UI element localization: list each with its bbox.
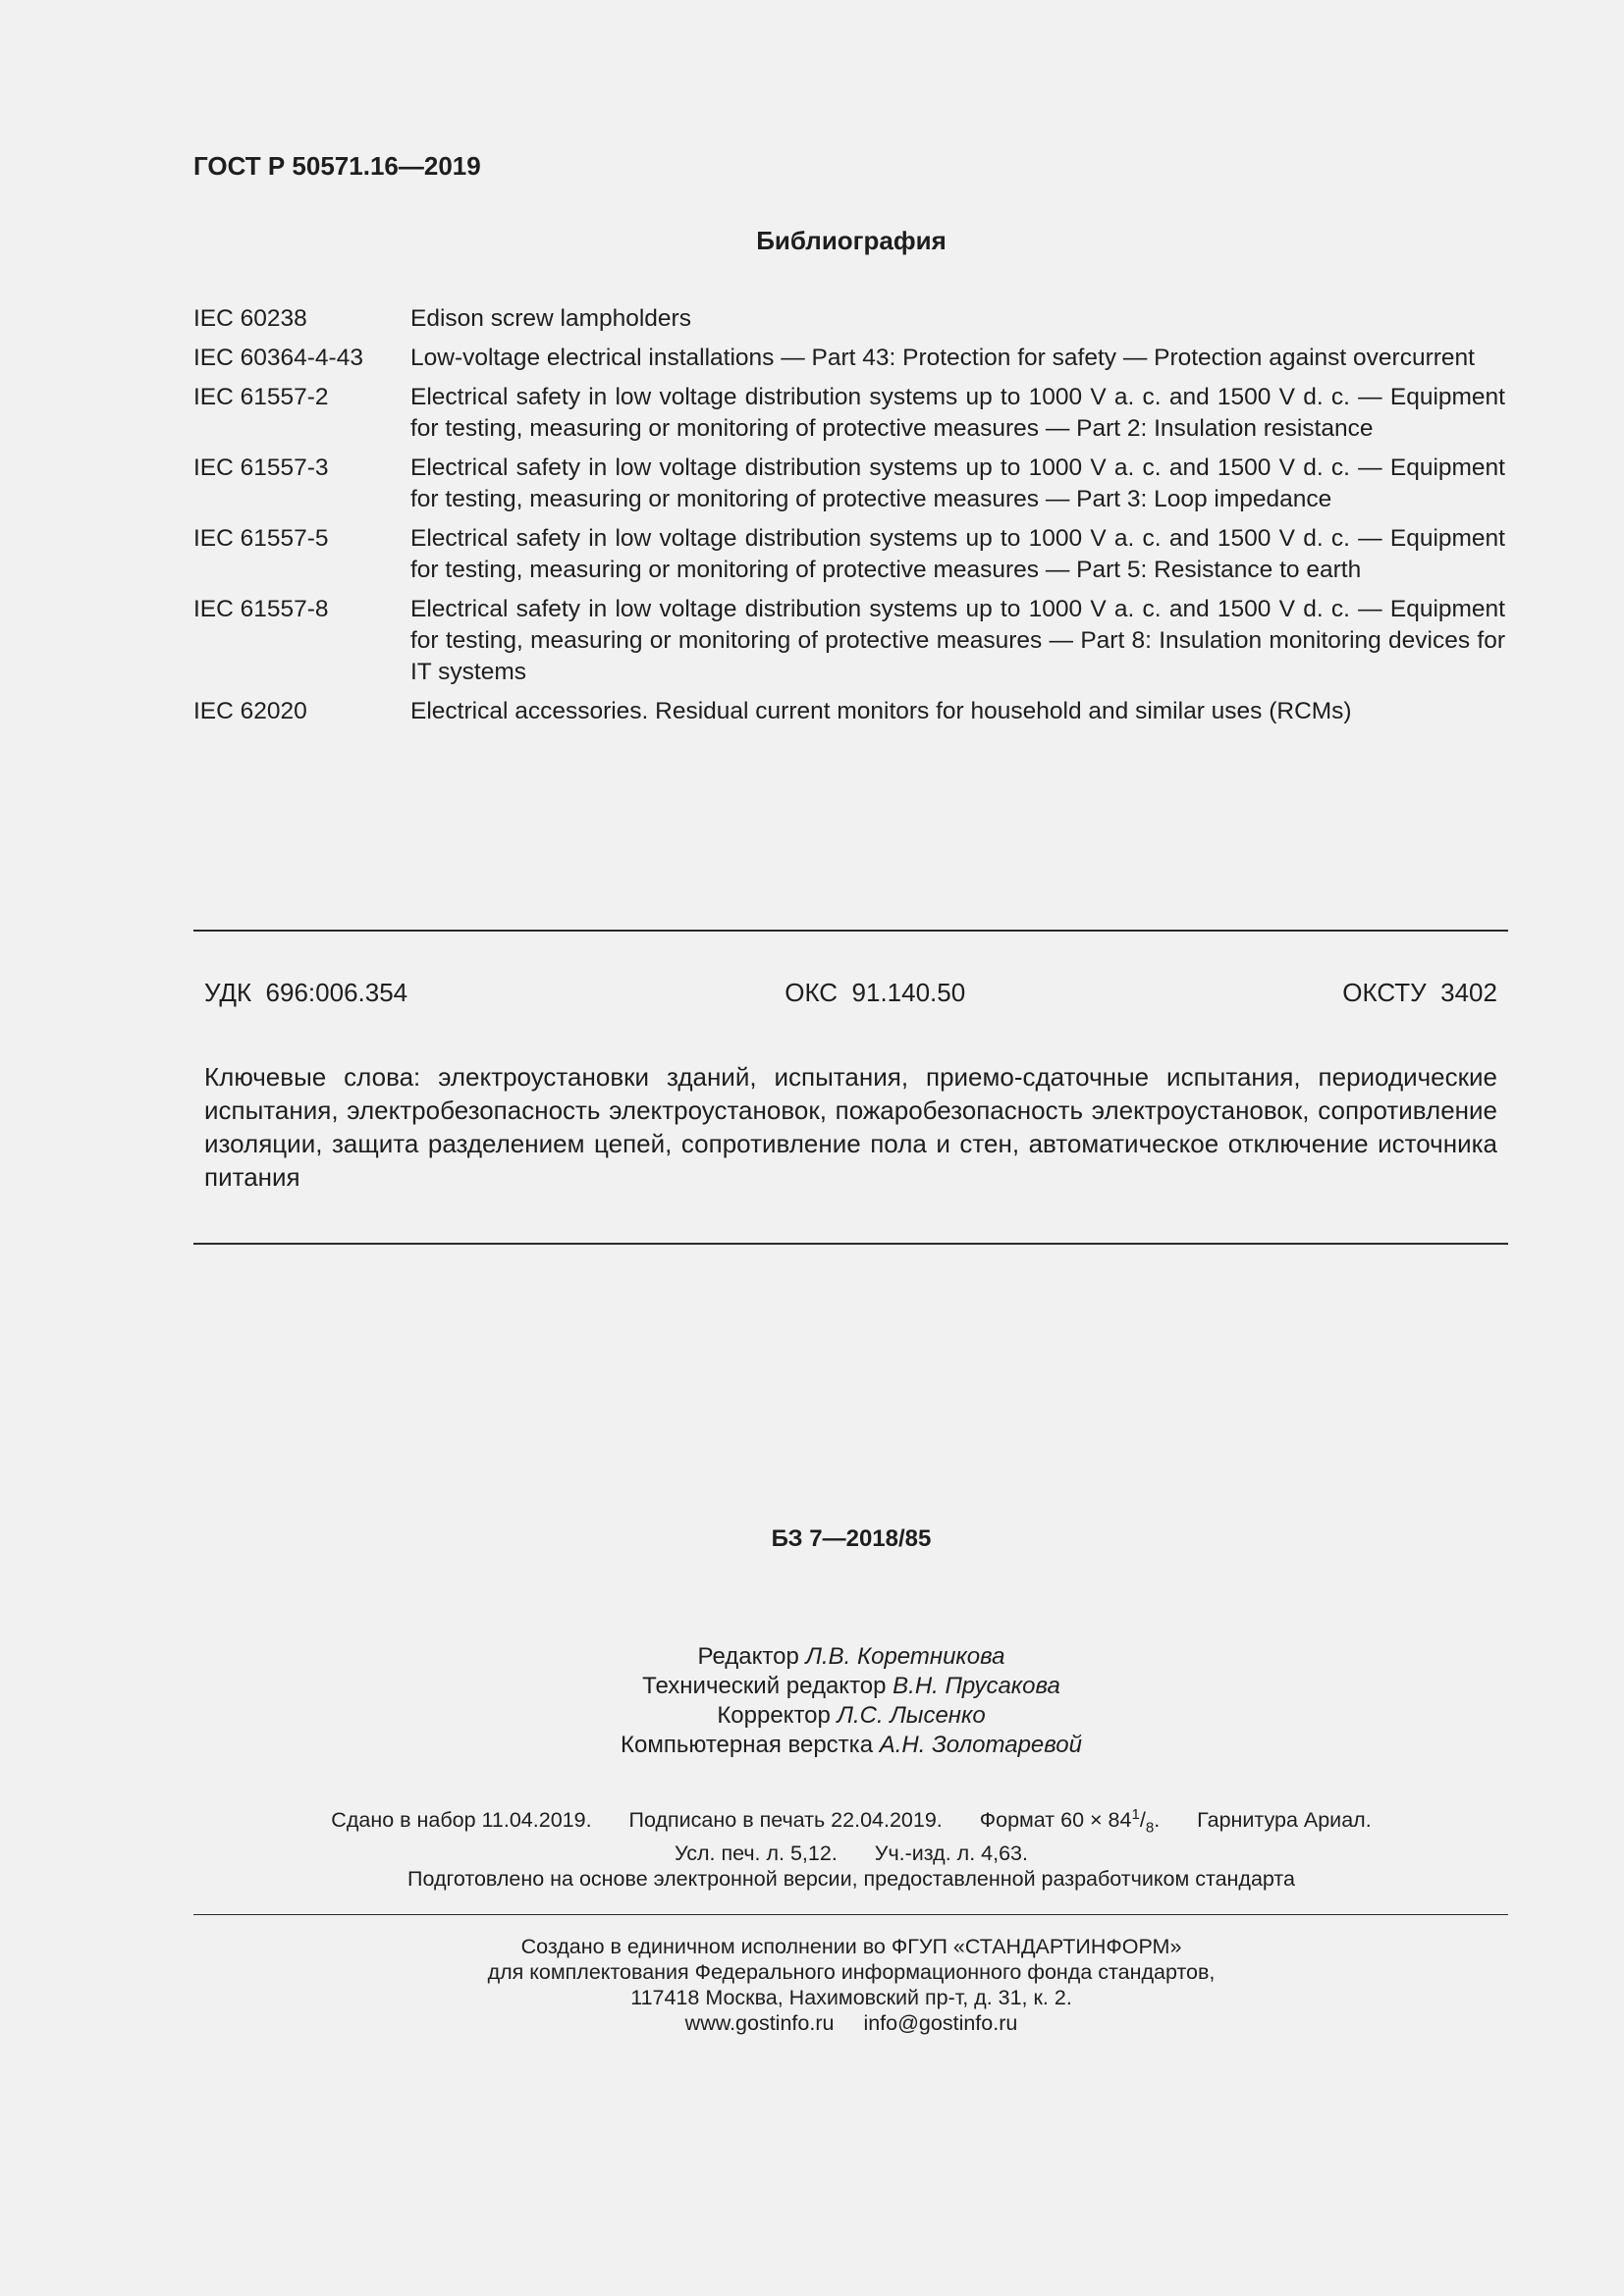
credit-line <box>0 1731 1624 1760</box>
creator-contacts <box>0 2010 1624 2036</box>
bibliography-ref: IEC 60238 <box>193 305 307 332</box>
email-link[interactable]: info@gostinfo.ru <box>863 2011 1018 2035</box>
bibliography-ref: IEC 61557-3 <box>193 454 329 481</box>
bibliography-title: Библиография <box>756 226 947 255</box>
bibliography-ref: IEC 61557-8 <box>193 596 329 622</box>
format-prefix: Формат 60 × 84 <box>979 1808 1132 1833</box>
bibliography-entry-title: Electrical safety in low voltage distribution systems up to 1000 V a. c. and 1500 V d. c. — Equipment for testing, measuring or monitoring of protective measures — Part 5: Resistance to earth <box>410 525 1505 583</box>
bibliography-entry <box>193 382 1505 445</box>
credit-person: Л.В. Коретникова <box>805 1643 1005 1670</box>
format: Формат $60 \times 84^1/_8$. <box>979 1806 1161 1837</box>
okstu-code: ОКСТУ 3402 <box>1342 978 1497 1007</box>
credit-person: Л.С. Лысенко <box>837 1702 986 1729</box>
print-sheets: Усл. печ. л. 5,12. <box>674 1842 838 1866</box>
bz-number: БЗ 7—2018/85 <box>771 1525 932 1552</box>
bibliography-ref: IEC 61557-5 <box>193 525 329 552</box>
bibliography-ref: IEC 62020 <box>193 698 307 724</box>
bibliography-entry-title: Electrical safety in low voltage distribution systems up to 1000 V a. c. and 1500 V d. c. — Equipment for testing, measuring or monitoring of protective measures — Part 3: Loop impedance <box>410 454 1505 512</box>
publisher-sheets: Уч.-изд. л. 4,63. <box>874 1842 1028 1866</box>
bibliography-entry-title: Low-voltage electrical installations — Part 43: Protection for safety — Protection against overcurrent <box>410 345 1475 371</box>
bibliography-list <box>193 303 1505 735</box>
bibliography-entry-title: Electrical accessories. Residual current monitors for household and similar uses (RCMs) <box>410 698 1352 724</box>
bibliography-entry <box>193 594 1505 688</box>
publication-line-2 <box>0 1841 1624 1866</box>
prepared-note: Подготовлено на основе электронной версии, предоставленной разработчиком стандарта <box>407 1867 1295 1892</box>
divider-footer <box>193 1914 1508 1915</box>
website-link[interactable]: www.gostinfo.ru <box>684 2011 835 2035</box>
document-code: ГОСТ Р 50571.16—2019 <box>193 151 481 181</box>
format-suffix: . <box>1154 1808 1161 1833</box>
format-denominator: 8 <box>1145 1819 1155 1837</box>
credits <box>0 1642 1624 1760</box>
publication-info <box>0 1802 1624 1892</box>
signed-date: Подписано в печать 22.04.2019. <box>628 1808 943 1833</box>
format-numerator: 1 <box>1131 1806 1140 1823</box>
publication-line-1 <box>0 1802 1624 1841</box>
creator-line-1: Создано в единичном исполнении во ФГУП «СТАНДАРТИНФОРМ» <box>520 1935 1182 1958</box>
credit-person: В.Н. Прусакова <box>893 1673 1060 1699</box>
credit-role: Технический редактор <box>642 1673 887 1699</box>
submitted-date: Сдано в набор 11.04.2019. <box>331 1808 592 1833</box>
credit-line <box>0 1701 1624 1731</box>
bibliography-entry-title: Electrical safety in low voltage distribution systems up to 1000 V a. c. and 1500 V d. c. — Equipment for testing, measuring or monitoring of protective measures — Part 2: Insulation resistance <box>410 384 1505 442</box>
creator-info <box>0 1934 1624 2036</box>
credit-role: Редактор <box>697 1643 799 1670</box>
credit-line <box>0 1642 1624 1672</box>
credit-role: Корректор <box>717 1702 831 1729</box>
bibliography-entry-title: Electrical safety in low voltage distribution systems up to 1000 V a. c. and 1500 V d. c. — Equipment for testing, measuring or monitoring of protective measures — Part 8: Insulation monitoring devices for IT systems <box>410 596 1505 685</box>
bibliography-entry <box>193 453 1505 515</box>
bibliography-entry <box>193 303 1505 335</box>
typeface: Гарнитура Ариал. <box>1197 1808 1372 1833</box>
credit-role: Компьютерная верстка <box>621 1732 874 1758</box>
divider-bottom <box>193 1243 1508 1245</box>
credit-person: А.Н. Золотаревой <box>879 1732 1082 1758</box>
creator-line-2: для комплектования Федерального информационного фонда стандартов, <box>487 1960 1216 1984</box>
oks-code: ОКС 91.140.50 <box>785 978 966 1007</box>
bibliography-entry-title: Edison screw lampholders <box>410 305 691 332</box>
bibliography-entry <box>193 343 1505 374</box>
credit-line <box>0 1672 1624 1701</box>
creator-address: 117418 Москва, Нахимовский пр-т, д. 31, к. 2. <box>630 1986 1072 2009</box>
bibliography-ref: IEC 60364-4-43 <box>193 345 363 371</box>
divider-top <box>193 930 1508 932</box>
classification-row <box>204 978 1497 1008</box>
udk-code: УДК 696:006.354 <box>204 978 408 1007</box>
bibliography-entry <box>193 696 1505 727</box>
keywords: Ключевые слова: электроустановки зданий, испытания, приемо-сдаточные испытания, периодические испытания, электробезопасность электроустановок, пожаробезопасность электроустановок, сопротивление изоляции, защита разделением цепей, сопротивление пола и стен, автоматическое отключение источника питания <box>204 1062 1497 1192</box>
bibliography-ref: IEC 61557-2 <box>193 384 329 410</box>
bibliography-entry <box>193 523 1505 586</box>
